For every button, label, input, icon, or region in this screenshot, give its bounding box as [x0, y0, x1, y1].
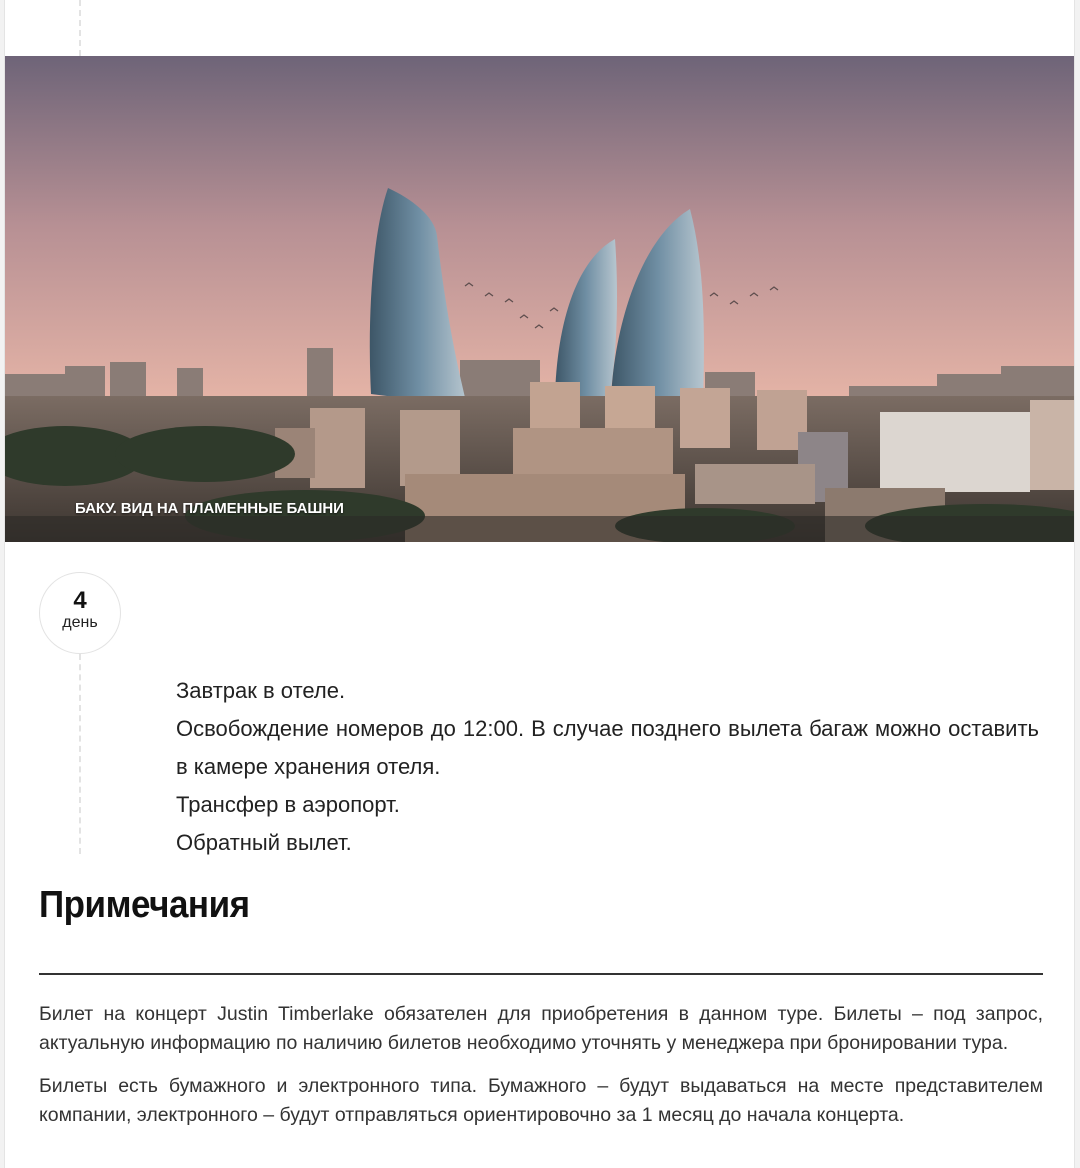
timeline-line	[79, 0, 81, 56]
day-line: Обратный вылет.	[176, 830, 352, 855]
day-label: день	[62, 614, 98, 631]
day-number: 4	[73, 587, 87, 614]
tour-program-card	[4, 0, 1075, 1168]
day-line: Завтрак в отеле.	[176, 678, 346, 703]
notes-paragraph: Билеты есть бумажного и электронного типа. Бумажного – будут выдаваться на месте представителем компании, электронного – будут отправляться ориентировочно за 1 месяц до начала концерта.	[39, 1075, 1043, 1126]
timeline-line	[79, 654, 81, 854]
day-line: Освобождение номеров до 12:00. В случае позднего вылета багаж можно оставить в камере хранения отеля.	[176, 716, 1039, 779]
notes-body	[39, 1000, 1043, 1144]
hero-photo	[5, 56, 1075, 542]
day-badge	[39, 572, 121, 654]
notes-heading: Примечания	[39, 884, 250, 926]
day-line: Трансфер в аэропорт.	[176, 792, 400, 817]
day-description	[176, 672, 1039, 862]
baku-flame-towers-image	[5, 56, 1075, 542]
notes-paragraph: Билет на концерт Justin Timberlake обязателен для приобретения в данном туре. Билеты – под запрос, актуальную информацию по наличию билетов необходимо уточнять у менеджера при бронировании тура.	[39, 1003, 1043, 1054]
divider	[39, 973, 1043, 975]
hero-caption: БАКУ. ВИД НА ПЛАМЕННЫЕ БАШНИ	[75, 500, 344, 517]
